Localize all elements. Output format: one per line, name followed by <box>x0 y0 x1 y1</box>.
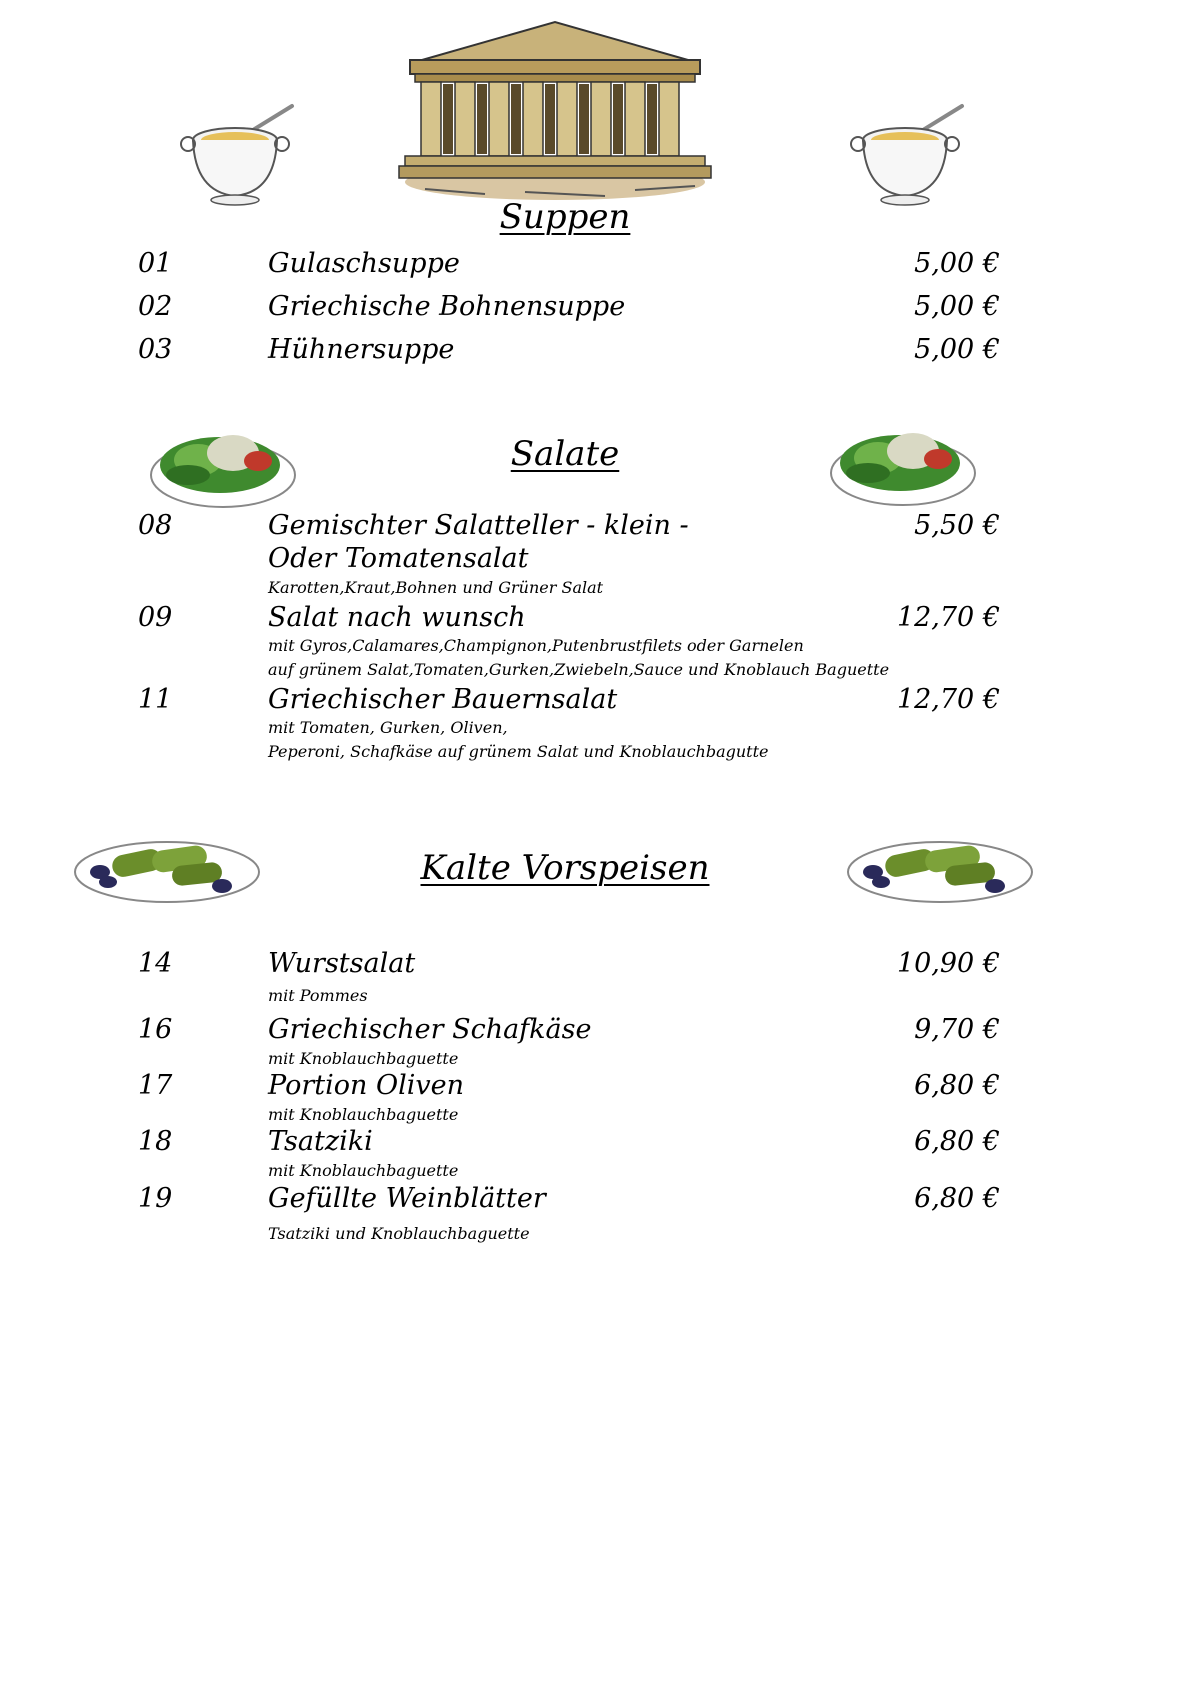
item-description: mit Knoblauchbaguette <box>268 1049 459 1068</box>
item-number: 18 <box>138 1126 173 1157</box>
item-number: 01 <box>138 248 173 279</box>
item-price: 6,80 € <box>914 1183 1000 1214</box>
item-description: Karotten,Kraut,Bohnen und Grüner Salat <box>268 578 604 597</box>
item-description: mit Tomaten, Gurken, Oliven, <box>268 718 508 737</box>
soup-bowl-left-illustration <box>180 100 300 210</box>
item-price: 12,70 € <box>896 684 1000 715</box>
section-title-kalte-vorspeisen: Kalte Vorspeisen <box>420 848 710 888</box>
item-number: 08 <box>138 510 173 541</box>
soup-bowl-right-illustration <box>850 100 970 210</box>
item-price: 6,80 € <box>914 1070 1000 1101</box>
item-description: mit Knoblauchbaguette <box>268 1105 459 1124</box>
item-name: Tsatziki <box>268 1126 373 1157</box>
item-price: 5,00 € <box>914 291 1000 322</box>
item-price: 12,70 € <box>896 602 1000 633</box>
item-name: Griechischer Schafkäse <box>268 1014 592 1045</box>
item-price: 9,70 € <box>914 1014 1000 1045</box>
item-number: 14 <box>138 948 173 979</box>
item-price: 5,00 € <box>914 248 1000 279</box>
item-name: Salat nach wunsch <box>268 602 526 633</box>
item-description: auf grünem Salat,Tomaten,Gurken,Zwiebeln,Sauce und Knoblauch Baguette <box>268 660 890 679</box>
item-number: 16 <box>138 1014 173 1045</box>
item-name: Hühnersuppe <box>268 334 455 365</box>
item-price: 10,90 € <box>896 948 1000 979</box>
item-number: 09 <box>138 602 173 633</box>
item-description: mit Knoblauchbaguette <box>268 1161 459 1180</box>
item-name: Griechischer Bauernsalat <box>268 684 618 715</box>
item-name: Gulaschsuppe <box>268 248 460 279</box>
item-number: 02 <box>138 291 173 322</box>
item-number: 11 <box>138 684 173 715</box>
item-price: 5,00 € <box>914 334 1000 365</box>
section-title-suppen: Suppen <box>499 197 631 237</box>
item-name: Wurstsalat <box>268 948 416 979</box>
item-description: Peperoni, Schafkäse auf grünem Salat und Knoblauchbagutte <box>268 742 769 761</box>
item-name: Portion Oliven <box>268 1070 464 1101</box>
parthenon-illustration <box>395 14 715 204</box>
item-price: 6,80 € <box>914 1126 1000 1157</box>
item-name: Griechische Bohnensuppe <box>268 291 626 322</box>
item-name-line2: Oder Tomatensalat <box>268 543 529 574</box>
item-description: mit Gyros,Calamares,Champignon,Putenbrustfilets oder Garnelen <box>268 636 804 655</box>
item-price: 5,50 € <box>914 510 1000 541</box>
item-number: 19 <box>138 1183 173 1214</box>
item-number: 03 <box>138 334 173 365</box>
item-description: Tsatziki und Knoblauchbaguette <box>268 1224 530 1243</box>
section-title-salate: Salate <box>510 434 620 474</box>
item-description: mit Pommes <box>268 986 368 1005</box>
item-name: Gemischter Salatteller - klein - <box>268 510 689 541</box>
item-name: Gefüllte Weinblätter <box>268 1183 546 1214</box>
item-number: 17 <box>138 1070 173 1101</box>
